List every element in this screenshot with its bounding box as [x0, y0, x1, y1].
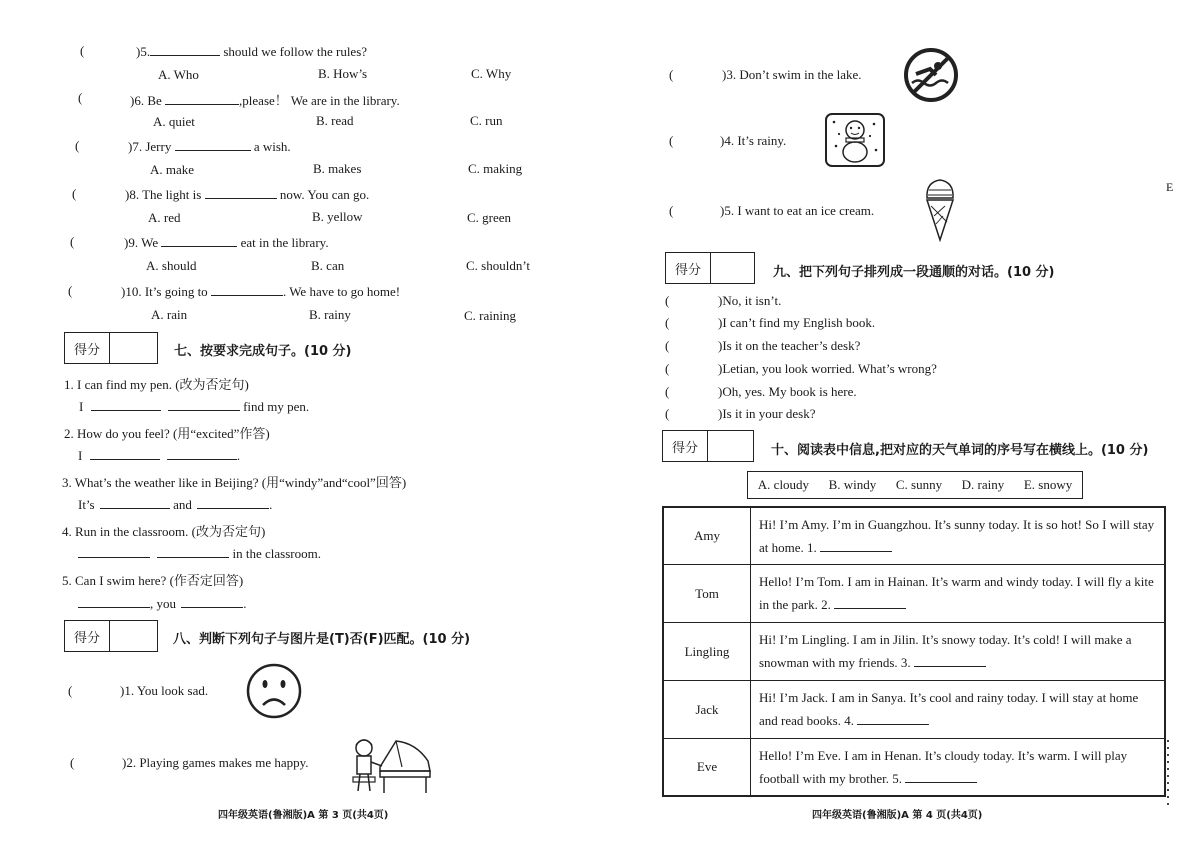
answer-blank[interactable] [168, 398, 240, 411]
score-field[interactable] [708, 431, 753, 461]
option: A. Who [158, 67, 199, 82]
tf-item-4: )4. It’s rainy. [720, 133, 787, 148]
answer-blank[interactable] [857, 712, 929, 725]
word-option: C. sunny [895, 477, 943, 492]
passage-text: Hello! I’m Eve. I am in Henan. It’s cloudy today. It’s warm. I will play football with my brother. 5. [751, 738, 1166, 796]
word-bank [747, 471, 1083, 499]
score-label: 得分 [65, 333, 110, 363]
mc-question-7: )7. Jerry a wish. [128, 139, 291, 154]
option: C. raining [464, 308, 516, 323]
answer-blank[interactable] [90, 447, 160, 460]
answer-blank[interactable] [820, 539, 892, 552]
answer-blank[interactable] [78, 545, 150, 558]
score-label: 得分 [65, 621, 110, 651]
tf-item-1: )1. You look sad. [120, 683, 209, 698]
order-paren: ( [665, 406, 670, 421]
option: C. run [470, 113, 503, 128]
option: A. should [146, 258, 197, 273]
mc-paren: ( [72, 186, 77, 201]
option: B. rainy [309, 307, 351, 322]
sec7-question-2: 2. How do you feel? (用“excited”作答) [64, 426, 270, 441]
order-paren: ( [665, 293, 670, 308]
sec7-answer-2: I . [78, 448, 241, 463]
tf-paren: ( [669, 203, 674, 218]
page-footer-left: 四年级英语(鲁湘版)A 第 3 页(共4页) [218, 810, 389, 821]
answer-blank[interactable] [167, 447, 237, 460]
tf-item-3: )3. Don’t swim in the lake. [722, 67, 862, 82]
sec7-answer-4: in the classroom. [78, 545, 321, 562]
snowman-icon [824, 112, 886, 168]
answer-blank[interactable] [161, 234, 237, 247]
sec7-answer-3: It’s and . [78, 497, 273, 512]
score-box [665, 252, 755, 284]
binding-dots [1164, 740, 1172, 810]
word-option: B. windy [828, 477, 877, 492]
page-footer-right: 四年级英语(鲁湘版)A 第 4 页(共4页) [812, 810, 983, 821]
table-row [663, 680, 1165, 738]
table-row [663, 622, 1165, 680]
order-item: )Is it on the teacher’s desk? [718, 338, 861, 353]
mc-question-10: )10. It’s going to . We have to go home! [121, 284, 401, 299]
mc-question-8: )8. The light is now. You can go. [125, 187, 370, 202]
option: B. can [311, 258, 345, 273]
order-paren: ( [665, 315, 670, 330]
page-edge-mark: E [1166, 180, 1174, 194]
order-paren: ( [665, 384, 670, 399]
ice-cream-icon [922, 176, 958, 242]
answer-blank[interactable] [181, 595, 243, 608]
order-paren: ( [665, 338, 670, 353]
option: A. quiet [153, 114, 195, 129]
tf-item-2: )2. Playing games makes me happy. [122, 755, 309, 770]
tf-paren: ( [669, 67, 674, 82]
passage-text: Hello! I’m Tom. I am in Hainan. It’s warm and windy today. I will fly a kite in the park. 2. [751, 564, 1166, 622]
answer-blank[interactable] [211, 283, 283, 296]
answer-blank[interactable] [175, 138, 251, 151]
answer-blank[interactable] [100, 496, 170, 509]
sec7-question-5: 5. Can I swim here? (作否定回答) [62, 573, 244, 588]
sec7-question-3: 3. What’s the weather like in Beijing? (用“windy”and“cool”回答) [62, 475, 407, 490]
option: B. How’s [318, 66, 368, 81]
sad-face-icon [245, 662, 303, 720]
score-label: 得分 [666, 253, 711, 283]
answer-blank[interactable] [91, 398, 161, 411]
order-item: )Letian, you look worried. What’s wrong? [718, 361, 937, 376]
option: C. making [468, 161, 523, 176]
answer-blank[interactable] [197, 496, 269, 509]
score-box [64, 332, 158, 364]
weather-info-table [662, 506, 1166, 797]
table-row [663, 738, 1165, 796]
mc-paren: ( [78, 90, 83, 105]
person-name: Tom [663, 564, 751, 622]
tf-paren: ( [68, 683, 73, 698]
section-9-title: 九、把下列句子排列成一段通顺的对话。(10 分) [773, 265, 1055, 280]
mc-paren: ( [75, 138, 80, 153]
sec7-question-4: 4. Run in the classroom. (改为否定句) [62, 524, 266, 539]
option: C. shouldn’t [466, 258, 531, 273]
option: A. red [148, 210, 181, 225]
order-item: )No, it isn’t. [718, 293, 782, 308]
score-field[interactable] [110, 621, 157, 651]
answer-blank[interactable] [834, 596, 906, 609]
option: A. make [150, 162, 195, 177]
person-name: Eve [663, 738, 751, 796]
answer-blank[interactable] [150, 43, 220, 56]
table-row [663, 507, 1165, 564]
section-10-title: 十、阅读表中信息,把对应的天气单词的序号写在横线上。(10 分) [771, 443, 1149, 458]
boy-playing-piano-icon [350, 733, 434, 795]
person-name: Lingling [663, 622, 751, 680]
word-option: D. rainy [961, 477, 1005, 492]
score-box [662, 430, 754, 462]
option: A. rain [151, 307, 188, 322]
answer-blank[interactable] [914, 654, 986, 667]
order-item: )Oh, yes. My book is here. [718, 384, 857, 399]
word-option: E. snowy [1023, 477, 1073, 492]
passage-text: Hi! I’m Lingling. I am in Jilin. It’s snowy today. It’s cold! I will make a snowman with my friends. 3. [751, 622, 1166, 680]
answer-blank[interactable] [905, 770, 977, 783]
score-field[interactable] [110, 333, 157, 363]
answer-blank[interactable] [205, 186, 277, 199]
order-item: )I can’t find my English book. [718, 315, 876, 330]
sec7-answer-5: , you . [78, 595, 247, 612]
mc-paren: ( [70, 234, 75, 249]
answer-blank[interactable] [165, 92, 239, 105]
tf-paren: ( [669, 133, 674, 148]
no-swimming-icon [902, 47, 960, 103]
section-7-title: 七、按要求完成句子。(10 分) [174, 344, 352, 359]
score-box [64, 620, 158, 652]
mc-paren: ( [80, 43, 85, 58]
word-option: A. cloudy [757, 477, 810, 492]
person-name: Amy [663, 507, 751, 564]
option: B. makes [313, 161, 362, 176]
tf-item-5: )5. I want to eat an ice cream. [720, 203, 875, 218]
mc-question-6: )6. Be ,please！ We are in the library. [130, 93, 400, 108]
mc-question-9: )9. We eat in the library. [124, 235, 329, 250]
option: C. green [467, 210, 512, 225]
person-name: Jack [663, 680, 751, 738]
answer-blank[interactable] [157, 545, 229, 558]
answer-blank[interactable] [78, 595, 150, 608]
option: B. yellow [312, 209, 363, 224]
order-paren: ( [665, 361, 670, 376]
score-label: 得分 [663, 431, 708, 461]
order-item: )Is it in your desk? [718, 406, 816, 421]
option: B. read [316, 113, 354, 128]
mc-question-5: )5. should we follow the rules? [136, 44, 368, 59]
sec7-question-1: 1. I can find my pen. (改为否定句) [64, 377, 249, 392]
tf-paren: ( [70, 755, 75, 770]
section-8-title: 八、判断下列句子与图片是(T)否(F)匹配。(10 分) [173, 632, 471, 647]
passage-text: Hi! I’m Jack. I am in Sanya. It’s cool and rainy today. I will stay at home and read books. 4. [751, 680, 1166, 738]
option: C. Why [471, 66, 512, 81]
sec7-answer-1: I find my pen. [79, 399, 310, 414]
mc-paren: ( [68, 283, 73, 298]
score-field[interactable] [711, 253, 754, 283]
table-row [663, 564, 1165, 622]
passage-text: Hi! I’m Amy. I’m in Guangzhou. It’s sunny today. It is so hot! So I will stay at home. 1. [751, 507, 1166, 564]
